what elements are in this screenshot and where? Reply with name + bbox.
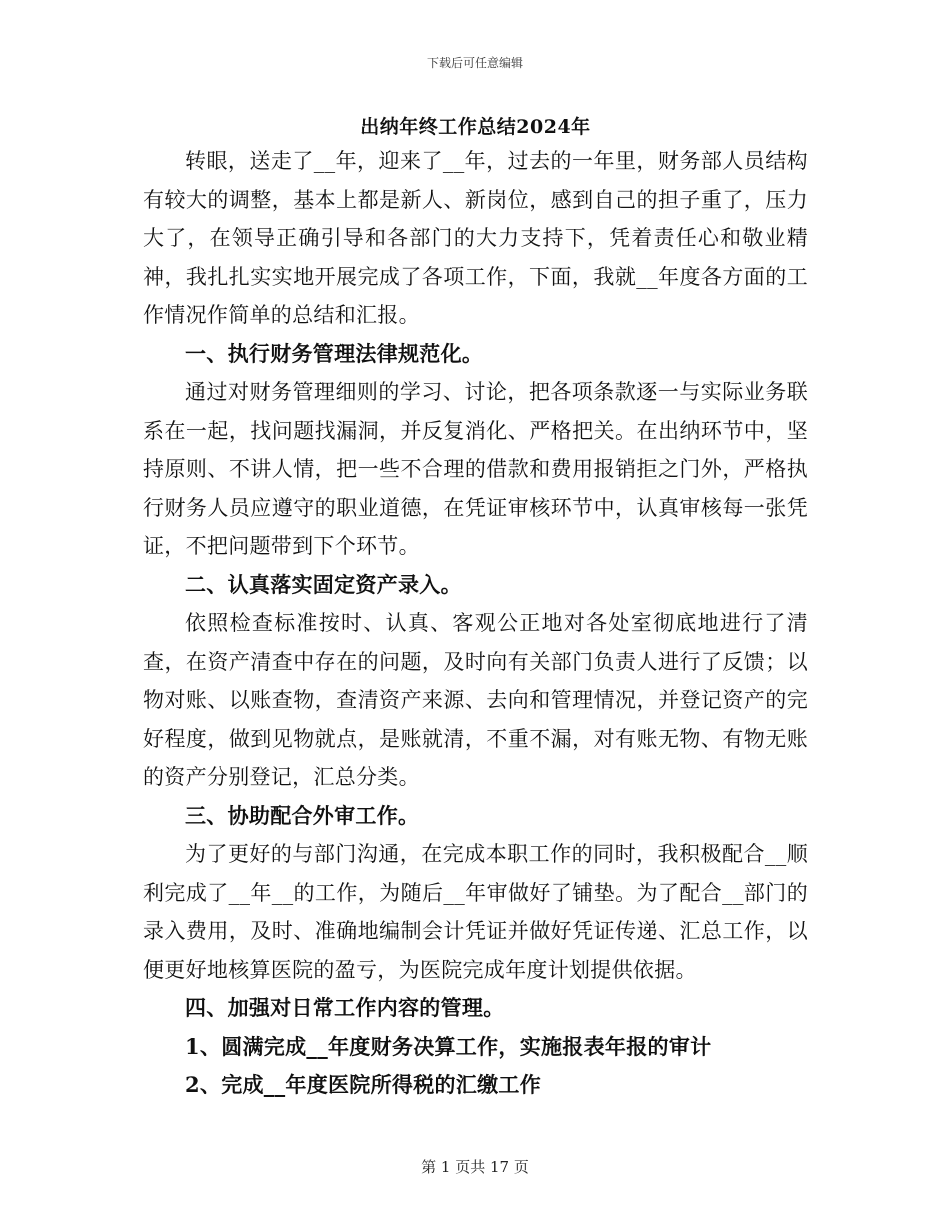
section-paragraph-3: 为了更好的与部门沟通，在完成本职工作的同时，我积极配合__顺利完成了__年__的工作，为随后__年审做好了铺垫。为了配合__部门的录入费用，及时、准确地编制会计凭证并做好凭证传递、汇总工作，以便更好地核算医院的盈亏，为医院完成年度计划提供依据。 [143, 842, 808, 982]
page-footer: 第 1 页共 17 页 [421, 1158, 529, 1176]
section-heading-2: 二、认真落实固定资产录入。 [185, 571, 462, 597]
section-heading-3: 三、协助配合外审工作。 [185, 802, 420, 828]
section-heading-4: 四、加强对日常工作内容的管理。 [185, 995, 505, 1020]
list-item-2: 2、完成__年度医院所得税的汇缴工作 [185, 1072, 542, 1097]
document-title: 出纳年终工作总结2024年 [360, 116, 591, 138]
list-item-1: 1、圆满完成__年度财务决算工作，实施报表年报的审计 [185, 1033, 712, 1059]
section-heading-1: 一、执行财务管理法律规范化。 [185, 340, 484, 366]
document-body [143, 112, 808, 1105]
section-paragraph-2: 依照检查标准按时、认真、客观公正地对各处室彻底地进行了清查，在资产清查中存在的问题，及时向有关部门负责人进行了反馈；以物对账、以账查物，查清资产来源、去向和管理情况，并登记资产的完好程度，做到见物就点，是账就清，不重不漏，对有账无物、有物无账的资产分别登记，汇总分类。 [143, 611, 808, 789]
intro-paragraph: 转眼，送走了__年，迎来了__年，过去的一年里，财务部人员结构有较大的调整，基本上都是新人、新岗位，感到自己的担子重了，压力大了，在领导正确引导和各部门的大力支持下，凭着责任心和敬业精神，我扎扎实实地开展完成了各项工作，下面，我就__年度各方面的工作情况作简单的总结和汇报。 [143, 149, 808, 327]
section-paragraph-1: 通过对财务管理细则的学习、讨论，把各项条款逐一与实际业务联系在一起，找问题找漏洞，并反复消化、严格把关。在出纳环节中，坚持原则、不讲人情，把一些不合理的借款和费用报销拒之门外，严格执行财务人员应遵守的职业道德，在凭证审核环节中，认真审核每一张凭证，不把问题带到下个环节。 [143, 380, 808, 558]
page-header: 下载后可任意编辑 [426, 56, 523, 70]
